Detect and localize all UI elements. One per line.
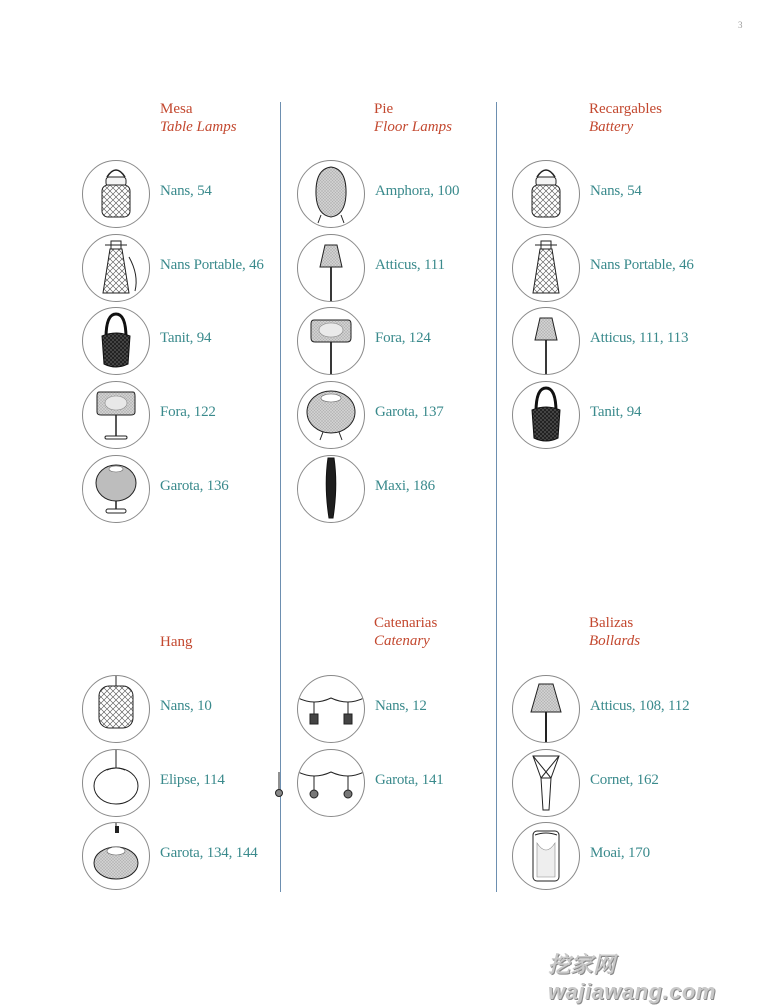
section-header-mesa — [160, 100, 237, 136]
floor-lamp-icon — [297, 234, 365, 302]
item-label: Cornet, 162 — [590, 772, 659, 788]
portable-lamp-icon — [512, 234, 580, 302]
item-label: Fora, 122 — [160, 404, 216, 420]
item-label: Amphora, 100 — [375, 183, 460, 199]
square-table-lamp-icon — [82, 381, 150, 449]
watermark: 挖家网 wajiawang.com — [548, 952, 716, 1004]
dark-lantern-icon — [82, 307, 150, 375]
section-header-balizas — [589, 614, 640, 650]
page-number: 3 — [738, 20, 743, 30]
item-label: Nans Portable, 46 — [160, 257, 264, 273]
item-label: Nans, 54 — [160, 183, 212, 199]
section-subtitle: Bollards — [589, 633, 641, 649]
portable-lamp-icon — [82, 234, 150, 302]
item-label: Maxi, 186 — [375, 478, 435, 494]
section-subtitle: Catenary — [374, 633, 430, 649]
floor-lamp-icon — [512, 307, 580, 375]
lantern-lamp-icon — [82, 160, 150, 228]
moai-bollard-icon — [512, 822, 580, 890]
section-category: Hang — [160, 634, 193, 650]
catenary-connector-icon — [274, 772, 284, 798]
section-subtitle: Battery — [589, 119, 634, 135]
section-category: Mesa — [160, 101, 193, 117]
tall-column-lamp-icon — [297, 455, 365, 523]
item-label: Garota, 136 — [160, 478, 229, 494]
cornet-bollard-icon — [512, 749, 580, 817]
globe-table-lamp-icon — [82, 455, 150, 523]
item-label: Nans, 54 — [590, 183, 642, 199]
dark-lantern-icon — [512, 381, 580, 449]
section-subtitle: Table Lamps — [160, 119, 237, 135]
catenary-globe-icon — [297, 749, 365, 817]
section-header-catenarias — [374, 614, 437, 650]
item-label: Nans Portable, 46 — [590, 257, 694, 273]
item-label: Nans, 12 — [375, 698, 427, 714]
section-category: Pie — [374, 101, 394, 117]
bollard-lamp-icon — [512, 675, 580, 743]
pendant-lantern-icon — [82, 675, 150, 743]
section-subtitle: Floor Lamps — [374, 119, 452, 135]
item-label: Elipse, 114 — [160, 772, 225, 788]
item-label: Garota, 141 — [375, 772, 444, 788]
catenary-lantern-icon — [297, 675, 365, 743]
item-label: Nans, 10 — [160, 698, 212, 714]
section-category: Catenarias — [374, 615, 438, 631]
lantern-lamp-icon — [512, 160, 580, 228]
column-divider-right — [496, 102, 497, 892]
elipse-pendant-icon — [82, 749, 150, 817]
section-header-pie — [374, 100, 452, 136]
section-category: Balizas — [589, 615, 634, 631]
amphora-lamp-icon — [297, 160, 365, 228]
square-floor-lamp-icon — [297, 307, 365, 375]
item-label: Tanit, 94 — [160, 330, 212, 346]
section-header-hang — [160, 633, 193, 651]
item-label: Atticus, 108, 112 — [590, 698, 690, 714]
item-label: Fora, 124 — [375, 330, 431, 346]
section-category: Recargables — [589, 101, 663, 117]
section-header-recargables — [589, 100, 662, 136]
item-label: Garota, 134, 144 — [160, 845, 258, 861]
item-label: Atticus, 111, 113 — [590, 330, 689, 346]
item-label: Atticus, 111 — [375, 257, 445, 273]
globe-pendant-icon — [82, 822, 150, 890]
globe-floor-lamp-icon — [297, 381, 365, 449]
item-label: Moai, 170 — [590, 845, 650, 861]
item-label: Tanit, 94 — [590, 404, 642, 420]
item-label: Garota, 137 — [375, 404, 444, 420]
